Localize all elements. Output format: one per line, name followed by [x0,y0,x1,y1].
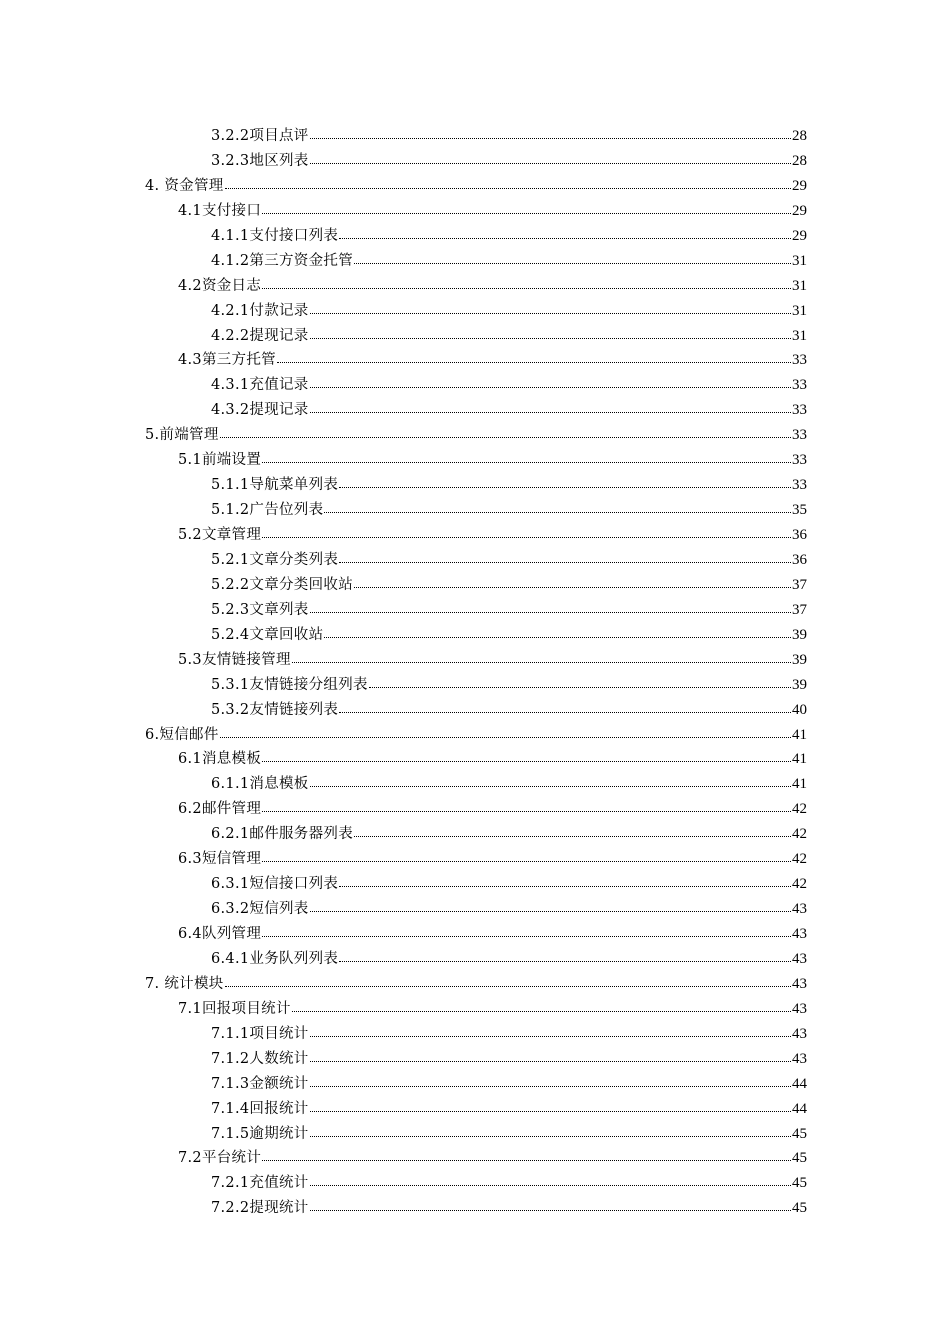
toc-entry[interactable] [0,1196,950,1221]
toc-entry-title: 5.3友情链接管理 [178,651,291,668]
toc-row [178,523,807,548]
toc-entry-title: 5.1前端设置 [178,452,262,469]
toc-page-number: 31 [792,302,807,319]
toc-row [211,398,807,423]
toc-page-number: 42 [792,801,807,818]
toc-entry-title: 6.3.1短信接口列表 [211,876,339,893]
dot-leader [262,1150,791,1162]
toc-page-number: 42 [792,851,807,868]
dot-leader [310,1101,791,1113]
toc-entry[interactable] [0,523,950,548]
toc-row [145,972,807,997]
toc-entry[interactable] [0,199,950,224]
toc-entry[interactable] [0,922,950,947]
toc-row [211,324,807,349]
toc-page-number: 33 [792,452,807,469]
toc-page-number: 43 [792,1050,807,1067]
toc-entry-title: 7.1.5逾期统计 [211,1125,309,1142]
dot-leader [220,427,791,439]
toc-entry[interactable] [0,1047,950,1072]
dot-leader [310,1175,791,1187]
toc-page-number: 33 [792,377,807,394]
toc-row [211,573,807,598]
toc-entry[interactable] [0,1097,950,1122]
dot-leader [262,851,791,863]
toc-entry[interactable] [0,723,950,748]
toc-entry-title: 7.1回报项目统计 [178,1000,291,1017]
toc-row [178,199,807,224]
toc-row [211,1022,807,1047]
dot-leader [354,253,791,265]
dot-leader [339,552,791,564]
dot-leader [339,228,791,240]
dot-leader [262,452,791,464]
toc-entry[interactable] [0,947,950,972]
dot-leader [354,577,791,589]
toc-entry[interactable] [0,224,950,249]
toc-row [211,548,807,573]
toc-page-number: 41 [792,751,807,768]
dot-leader [292,652,791,664]
toc-entry-title: 4.3.1充值记录 [211,377,309,394]
toc-entry[interactable] [0,324,950,349]
dot-leader [310,901,791,913]
toc-entry[interactable] [0,473,950,498]
toc-entry-title: 4.3第三方托管 [178,352,276,369]
toc-page-number: 45 [792,1175,807,1192]
toc-row [211,249,807,274]
toc-entry[interactable] [0,1072,950,1097]
toc-entry[interactable] [0,373,950,398]
toc-entry-title: 4.2.2提现记录 [211,327,309,344]
toc-row [211,822,807,847]
toc-entry[interactable] [0,623,950,648]
toc-entry-title: 5.1.2广告位列表 [211,502,324,519]
toc-row [211,473,807,498]
toc-entry[interactable] [0,1171,950,1196]
toc-entry[interactable] [0,797,950,822]
toc-page-number: 31 [792,252,807,269]
dot-leader [262,751,791,763]
toc-entry-title: 5.2文章管理 [178,527,262,543]
toc-page-number: 28 [792,152,807,169]
toc-row [145,423,807,448]
toc-entry-title: 7.1.3金额统计 [211,1075,309,1092]
toc-entry-title: 6.3.2短信列表 [211,901,309,918]
toc-row [211,149,807,174]
toc-page-number: 31 [792,277,807,294]
toc-entry-title: 5.2.1文章分类列表 [211,551,339,568]
dot-leader [262,203,791,215]
toc-row [145,174,807,199]
dot-leader [310,153,791,165]
toc-page-number: 28 [792,128,807,144]
toc-page-number: 43 [792,950,807,967]
toc-page-number: 37 [792,576,807,593]
toc-entry[interactable] [0,149,950,174]
toc-row [178,922,807,947]
toc-entry-title: 6.4.1业务队列列表 [211,950,339,967]
dot-leader [262,278,791,290]
toc-entry[interactable] [0,423,950,448]
toc-entry-title: 4.3.2提现记录 [211,402,309,419]
toc-page-number: 39 [792,676,807,693]
dot-leader [310,1051,791,1063]
toc-entry-title: 6.短信邮件 [145,726,219,743]
toc-page-number: 42 [792,826,807,843]
toc-entry[interactable] [0,822,950,847]
toc-row [211,623,807,648]
toc-entry-title: 6.1消息模板 [178,751,262,768]
toc-row [211,598,807,623]
toc-page-number: 33 [792,402,807,419]
toc-entry[interactable] [0,772,950,797]
toc-page-number: 45 [792,1200,807,1217]
dot-leader [310,128,791,140]
toc-row [178,847,807,872]
toc-page-number: 33 [792,427,807,444]
dot-leader [292,1001,791,1013]
toc-entry-title: 4. 资金管理 [145,177,224,194]
toc-entry[interactable] [0,897,950,922]
toc-entry[interactable] [0,274,950,299]
toc-entry-title: 3.2.2项目点评 [211,128,309,144]
toc-page-number: 43 [792,926,807,942]
toc-row [211,1122,807,1147]
toc-entry[interactable] [0,598,950,623]
toc-entry-title: 4.1.2第三方资金托管 [211,252,353,269]
toc-entry-title: 4.2.1付款记录 [211,302,309,319]
toc-row [178,1146,807,1171]
toc-entry-title: 5.1.1导航菜单列表 [211,477,339,494]
dot-leader [324,502,791,514]
toc-entry-title: 5.3.2友情链接列表 [211,701,339,718]
toc-page-number: 43 [792,901,807,918]
toc-entry[interactable] [0,673,950,698]
toc-page-number: 29 [792,227,807,244]
toc-row [211,124,807,149]
toc-page-number: 29 [792,177,807,194]
toc-row [211,224,807,249]
toc-page-number: 37 [792,601,807,618]
toc-row [211,498,807,523]
toc-row [211,1047,807,1072]
toc-entry-title: 5.3.1友情链接分组列表 [211,676,368,693]
toc-row [211,1171,807,1196]
dot-leader [339,702,791,714]
toc-row [178,997,807,1022]
table-of-contents [0,124,950,1221]
toc-entry[interactable] [0,1146,950,1171]
toc-entry-title: 4.2资金日志 [178,277,262,294]
toc-entry-title: 7.1.1项目统计 [211,1025,309,1042]
toc-page-number: 33 [792,477,807,494]
dot-leader [339,876,791,888]
dot-leader [310,402,791,414]
toc-row [211,872,807,897]
toc-page-number: 43 [792,975,807,992]
toc-row [211,698,807,723]
dot-leader [310,602,791,614]
toc-page-number: 39 [792,626,807,643]
toc-row [145,723,807,748]
dot-leader [225,976,791,988]
dot-leader [310,1076,791,1088]
toc-entry[interactable] [0,1022,950,1047]
toc-page-number: 45 [792,1150,807,1167]
toc-row [211,373,807,398]
dot-leader [310,1126,791,1138]
toc-entry-title: 6.3短信管理 [178,851,262,868]
dot-leader [310,328,791,340]
dot-leader [262,926,791,938]
toc-entry-title: 7. 统计模块 [145,975,224,992]
toc-row [211,897,807,922]
toc-row [211,772,807,797]
toc-entry-title: 6.4队列管理 [178,926,262,942]
toc-row [178,648,807,673]
toc-entry[interactable] [0,573,950,598]
dot-leader [262,527,791,539]
toc-row [178,274,807,299]
toc-entry-title: 5.2.2文章分类回收站 [211,576,353,593]
toc-row [211,1097,807,1122]
dot-leader [310,776,791,788]
dot-leader [324,627,791,639]
toc-row [211,1072,807,1097]
toc-entry[interactable] [0,498,950,523]
toc-page-number: 43 [792,1000,807,1017]
toc-entry-title: 7.2平台统计 [178,1150,262,1167]
toc-entry[interactable] [0,398,950,423]
toc-entry-title: 6.1.1消息模板 [211,776,309,793]
toc-entry-title: 4.1.1支付接口列表 [211,227,339,244]
toc-page-number: 41 [792,726,807,743]
dot-leader [225,178,791,190]
toc-row [211,947,807,972]
toc-page-number: 43 [792,1025,807,1042]
toc-entry[interactable] [0,648,950,673]
toc-row [211,299,807,324]
toc-row [178,797,807,822]
dot-leader [310,303,791,315]
dot-leader [354,826,791,838]
toc-page-number: 41 [792,776,807,793]
toc-entry[interactable] [0,548,950,573]
toc-row [211,673,807,698]
toc-entry-title: 5.2.4文章回收站 [211,626,324,643]
toc-page-number: 45 [792,1125,807,1142]
toc-row [178,448,807,473]
toc-row [178,747,807,772]
toc-entry[interactable] [0,448,950,473]
toc-entry-title: 3.2.3地区列表 [211,152,309,169]
toc-entry[interactable] [0,299,950,324]
toc-entry[interactable] [0,698,950,723]
dot-leader [310,1026,791,1038]
toc-entry[interactable] [0,174,950,199]
toc-entry[interactable] [0,997,950,1022]
toc-entry-title: 7.1.4回报统计 [211,1100,309,1117]
dot-leader [310,377,791,389]
toc-entry[interactable] [0,872,950,897]
toc-entry-title: 6.2邮件管理 [178,801,262,818]
dot-leader [339,951,791,963]
toc-entry-title: 4.1支付接口 [178,202,262,219]
toc-page-number: 44 [792,1075,807,1092]
dot-leader [277,352,791,364]
toc-page-number: 36 [792,551,807,568]
toc-page-number: 44 [792,1100,807,1117]
toc-entry[interactable] [0,249,950,274]
toc-entry[interactable] [0,348,950,373]
dot-leader [310,1200,791,1212]
toc-entry[interactable] [0,972,950,997]
toc-entry-title: 5.前端管理 [145,427,219,444]
dot-leader [339,477,791,489]
toc-entry[interactable] [0,847,950,872]
toc-entry[interactable] [0,747,950,772]
toc-page-number: 35 [792,502,807,519]
toc-page-number: 31 [792,327,807,344]
toc-entry[interactable] [0,1122,950,1147]
toc-page-number: 33 [792,352,807,369]
toc-entry-title: 7.2.2提现统计 [211,1200,309,1217]
dot-leader [369,677,791,689]
toc-entry-title: 5.2.3文章列表 [211,601,309,618]
toc-page-number: 36 [792,527,807,543]
toc-entry-title: 7.1.2人数统计 [211,1050,309,1067]
dot-leader [262,801,791,813]
toc-page-number: 42 [792,876,807,893]
toc-entry-title: 6.2.1邮件服务器列表 [211,826,353,843]
toc-page-number: 39 [792,651,807,668]
toc-entry[interactable] [0,124,950,149]
toc-page-number: 29 [792,202,807,219]
toc-row [211,1196,807,1221]
toc-page-number: 40 [792,701,807,718]
dot-leader [220,727,791,739]
toc-row [178,348,807,373]
toc-entry-title: 7.2.1充值统计 [211,1175,309,1192]
